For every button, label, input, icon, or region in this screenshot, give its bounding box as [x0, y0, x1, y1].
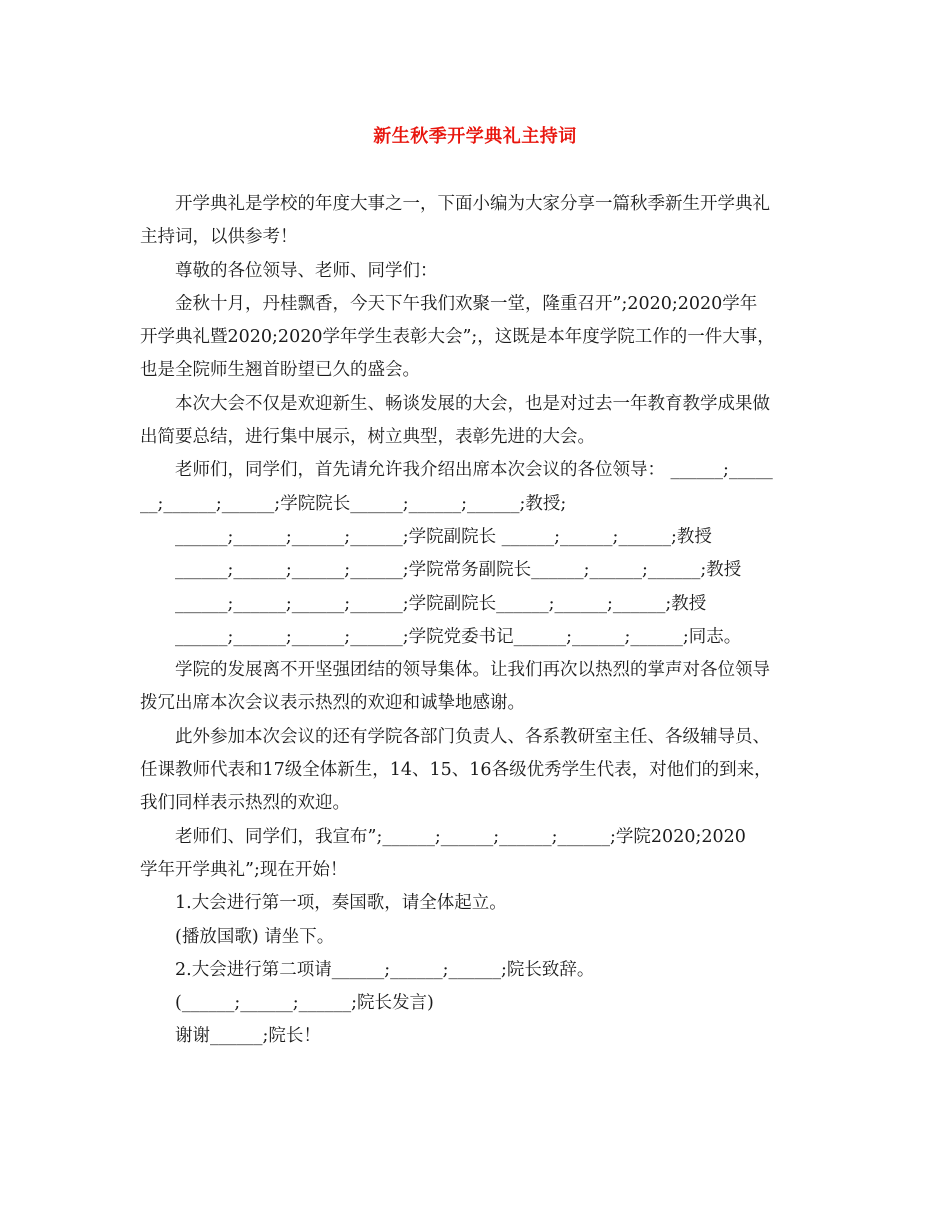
paragraph-line: 此外参加本次会议的还有学院各部门负责人、各系教研室主任、各级辅导员、	[175, 726, 770, 747]
paragraph-line: 学院的发展离不开坚强团结的领导集体。让我们再次以热烈的掌声对各位领导	[175, 660, 770, 681]
paragraph-line: 谢谢______;院长！	[175, 1026, 321, 1047]
paragraph-line: 开学典礼暨2020;2020学年学生表彰大会”;，这既是本年度学院工作的一件大事，	[140, 327, 775, 348]
paragraph-line: 老师们，同学们，首先请允许我介绍出席本次会议的各位领导： ______;_____	[175, 460, 773, 481]
paragraph-line: 主持词，以供参考！	[140, 227, 298, 248]
paragraph-line: ______;______;______;______;学院常务副院长______;______;______;教授	[175, 560, 742, 581]
paragraph-line: (播放国歌) 请坐下。	[175, 926, 335, 947]
paragraph-line: ______;______;______;______;学院党委书记______;______;______;同志。	[175, 626, 742, 647]
paragraph-line: 出简要总结，进行集中展示，树立典型，表彰先进的大会。	[140, 427, 595, 448]
paragraph-line: 尊敬的各位领导、老师、同学们：	[175, 260, 438, 281]
paragraph-line: 金秋十月，丹桂飘香，今天下午我们欢聚一堂，隆重召开”;2020;2020学年	[175, 293, 758, 314]
paragraph-line: 任课教师代表和17级全体新生，14、15、16各级优秀学生代表，对他们的到来，	[140, 760, 772, 781]
paragraph-line: 也是全院师生翘首盼望已久的盛会。	[140, 360, 420, 381]
paragraph-line: 学年开学典礼”;现在开始！	[140, 859, 348, 880]
paragraph-line: 1.大会进行第一项，奏国歌，请全体起立。	[175, 893, 507, 914]
paragraph-line: ______;______;______;______;学院副院长______;______;______;教授	[175, 593, 707, 614]
document-body	[140, 188, 812, 1054]
paragraph-line: 我们同样表示热烈的欢迎。	[140, 793, 350, 814]
paragraph-line: 2.大会进行第二项请______;______;______;院长致辞。	[175, 959, 595, 980]
paragraph-line: (______;______;______;院长发言)	[175, 993, 434, 1014]
document-title: 新生秋季开学典礼主持词	[373, 126, 577, 147]
paragraph-line: ______;______;______;______;学院副院长 ______;______;______;教授	[175, 526, 712, 547]
paragraph-line: 本次大会不仅是欢迎新生、畅谈发展的大会，也是对过去一年教育教学成果做	[175, 393, 770, 414]
paragraph-line: 拨冗出席本次会议表示热烈的欢迎和诚挚地感谢。	[140, 693, 525, 714]
paragraph-line: 开学典礼是学校的年度大事之一，下面小编为大家分享一篇秋季新生开学典礼	[175, 194, 770, 214]
paragraph-line: __;______;______;学院院长______;______;______;教授;	[140, 493, 567, 514]
paragraph-line: 老师们、同学们，我宣布”;______;______;______;______;学院2020;2020	[175, 826, 746, 847]
